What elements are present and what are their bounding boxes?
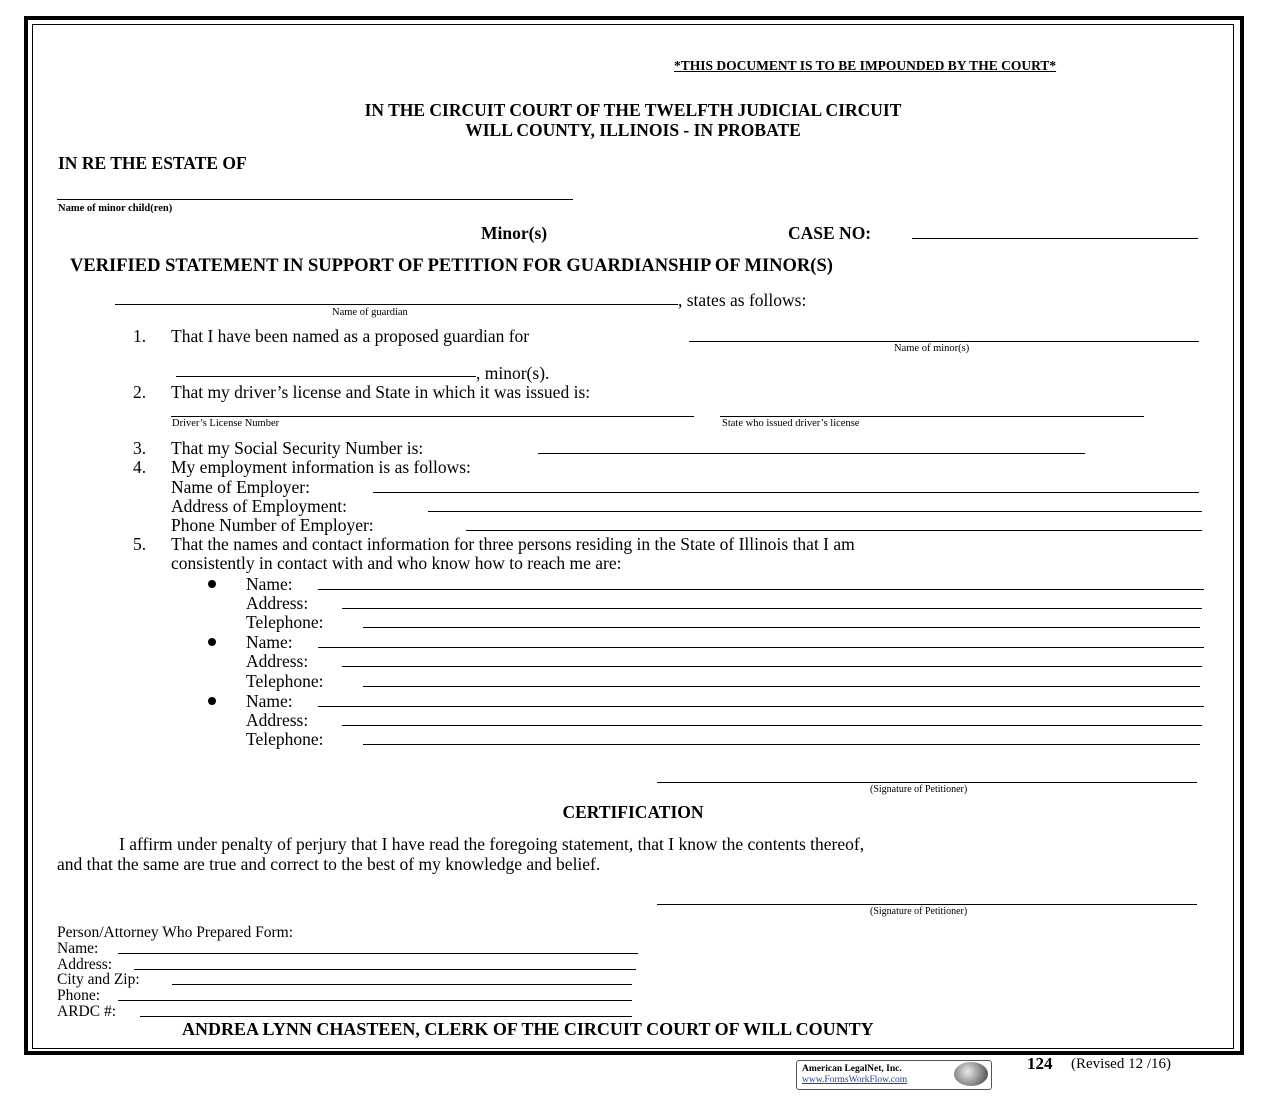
employer-phone-field[interactable] [466,530,1202,531]
form-revision: (Revised 12 /16) [1071,1056,1171,1072]
contact2-name-label: Name: [246,632,293,652]
employment-address-field[interactable] [428,511,1202,512]
preparer-name-field[interactable] [118,953,638,954]
preparer-address-label: Address: [57,956,113,973]
publisher-website[interactable]: www.FormsWorkFlow.com [802,1075,908,1085]
states-as-follows: , states as follows: [678,290,807,310]
publisher-name: American LegalNet, Inc. [802,1064,902,1074]
contact1-name-label: Name: [246,574,293,594]
employer-name-field[interactable] [373,492,1199,493]
ssn-field[interactable] [538,453,1085,454]
contact3-address-field[interactable] [342,725,1202,726]
petitioner-signature-caption-2: (Signature of Petitioner) [870,906,968,917]
preparer-ardc-label: ARDC #: [57,1003,116,1020]
employer-phone-label: Phone Number of Employer: [171,515,374,535]
form-number: 124 [1027,1054,1053,1073]
contact3-bullet [208,697,216,705]
item1-minor-name-caption: Name of minor(s) [894,343,970,354]
contact3-address-label: Address: [246,710,309,730]
employer-name-label: Name of Employer: [171,477,310,497]
minor-name-caption: Name of minor child(ren) [58,203,173,214]
petitioner-signature-field-1[interactable] [657,782,1197,783]
contact1-address-label: Address: [246,593,309,613]
preparer-name-label: Name: [57,940,99,957]
case-no-field[interactable] [912,238,1198,239]
employment-address-label: Address of Employment: [171,496,347,516]
clerk-line: ANDREA LYNN CHASTEEN, CLERK OF THE CIRCUIT COURT OF WILL COUNTY [182,1019,874,1039]
item2-number: 2. [133,382,147,402]
license-state-caption: State who issued driver’s license [722,418,860,429]
petitioner-signature-caption-1: (Signature of Petitioner) [870,784,968,795]
item4-number: 4. [133,457,147,477]
contact1-telephone-field[interactable] [363,627,1200,628]
preparer-ardc-field[interactable] [140,1016,632,1017]
contact2-address-label: Address: [246,651,309,671]
drivers-license-field[interactable] [171,416,694,417]
item1-text: That I have been named as a proposed guardian for [171,326,530,346]
case-no-label: CASE NO: [788,223,872,243]
item3-text: That my Social Security Number is: [171,438,424,458]
drivers-license-caption: Driver’s License Number [172,418,280,429]
item3-number: 3. [133,438,147,458]
contact2-address-field[interactable] [342,666,1202,667]
contact2-telephone-label: Telephone: [246,671,324,691]
contact1-telephone-label: Telephone: [246,612,324,632]
contact3-name-label: Name: [246,691,293,711]
item1-minor-name-field[interactable] [689,341,1199,342]
item4-text: My employment information is as follows: [171,457,471,477]
item1-number: 1. [133,326,147,346]
contact2-telephone-field[interactable] [363,686,1200,687]
contact1-address-field[interactable] [342,608,1202,609]
court-heading-line1: IN THE CIRCUIT COURT OF THE TWELFTH JUDICIAL CIRCUIT [364,100,902,120]
certification-heading: CERTIFICATION [562,802,704,822]
contact3-telephone-field[interactable] [363,744,1200,745]
item1-minor-name-field-2[interactable] [176,376,476,377]
license-state-field[interactable] [720,416,1144,417]
contact3-telephone-label: Telephone: [246,729,324,749]
guardian-name-field[interactable] [115,304,678,305]
contact2-name-field[interactable] [318,647,1204,648]
estate-label: IN RE THE ESTATE OF [58,153,247,173]
preparer-city-zip-field[interactable] [172,984,632,985]
preparer-heading: Person/Attorney Who Prepared Form: [57,924,294,941]
item5-text-line2: consistently in contact with and who know how to reach me are: [171,553,622,573]
preparer-phone-label: Phone: [57,987,101,1004]
item5-text-line1: That the names and contact information for three persons residing in the State of Illinois that I am [171,534,855,554]
contact2-bullet [208,638,216,646]
form-title: VERIFIED STATEMENT IN SUPPORT OF PETITION FOR GUARDIANSHIP OF MINOR(S) [70,256,833,276]
contact1-name-field[interactable] [318,589,1204,590]
preparer-phone-field[interactable] [118,1000,632,1001]
globe-icon [954,1062,988,1086]
minor-name-field[interactable] [57,199,573,200]
minors-label: Minor(s) [481,223,548,243]
guardian-name-caption: Name of guardian [332,307,408,318]
item2-text: That my driver’s license and State in which it was issued is: [171,382,591,402]
item1-tail: , minor(s). [476,363,550,383]
impound-notice: *THIS DOCUMENT IS TO BE IMPOUNDED BY THE COURT* [674,58,1057,73]
certification-text-line2: and that the same are true and correct to the best of my knowledge and belief. [57,854,601,874]
certification-text-line1: I affirm under penalty of perjury that I have read the foregoing statement, that I know the contents thereof, [119,834,865,854]
preparer-city-zip-label: City and Zip: [57,971,140,988]
contact3-name-field[interactable] [318,706,1204,707]
preparer-address-field[interactable] [134,969,636,970]
court-heading-line2: WILL COUNTY, ILLINOIS - IN PROBATE [465,120,801,140]
contact1-bullet [208,580,216,588]
petitioner-signature-field-2[interactable] [657,904,1197,905]
item5-number: 5. [133,534,147,554]
